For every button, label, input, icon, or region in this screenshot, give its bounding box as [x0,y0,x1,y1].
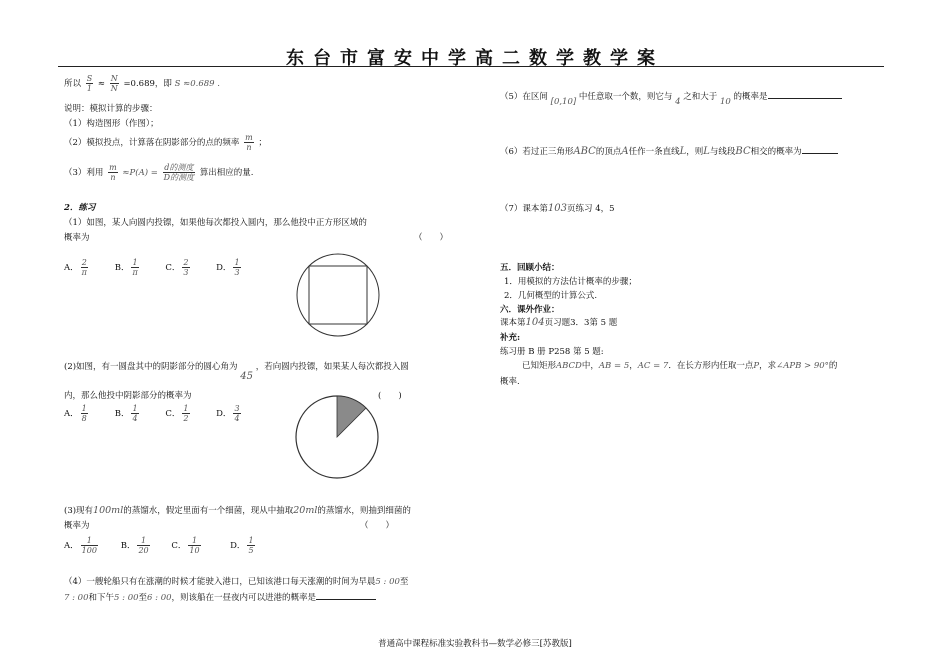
supplement-title: 补充: [500,333,521,343]
q1-option-d: D． $\frac{1}{3}$ [216,258,240,277]
q3-option-d: D． $\frac{1}{5}$ [230,536,254,555]
circle-square-figure [295,252,381,338]
step-1: （1）构造图形（作图）； [64,119,159,129]
homework-title: 六．课外作业： [500,305,560,315]
practice-title: 2．练习 [64,203,96,213]
step-2: （2）模拟投点，计算落在阴影部分的点的频率 $\frac{m}{n}$ ； [64,133,267,152]
q2-paren: ( ) [378,391,402,401]
footer-text: 普通高中课程标准实验教科书—数学必修三[苏教版] [378,639,572,649]
q3-option-a: A． $\frac{1}{100}$ [64,536,97,555]
q1-option-c: C． $\frac{2}{3}$ [165,258,189,277]
q1-line1: （1）如图，某人向圆内投镖，如果他每次都投入圆内，那么他投中正方形区域的 [64,218,367,228]
q4-line2: 7 : 00和下午5 : 00至6 : 00，则该船在一昼夜内可以进港的概率是 [64,591,376,603]
supplement-line1: 练习册 B 册 P258 第 5 题: [500,347,604,357]
summary-item-1: 1．用模拟的方法估计概率的步骤； [504,277,637,287]
shaded-sector [337,396,366,437]
summary-item-2: 2．几何概型的计算公式. [504,291,598,301]
q4-line1: （4）一艘轮船只有在涨潮的时候才能驶入港口，已知该港口每天涨潮的时间为早晨5 : 00至 [64,577,409,587]
page-title: 东台市富安中学高二数学教学案 [286,48,664,69]
q2-option-c: C． $\frac{1}{2}$ [165,404,189,423]
q6-line: （6）若过正三角形ABC的顶点A任作一条直线L，则L与线段BC相交的概率为 [500,145,838,157]
q2-option-d: D． $\frac{3}{4}$ [216,404,240,423]
summary-title: 五．回顾小结： [500,263,560,273]
result-fraction-n: $\frac{N}{N}$ [110,74,118,93]
q3-paren: （ ） [360,521,395,531]
q1-option-b: B． $\frac{1}{\pi}$ [114,258,138,277]
result-fraction-s: $\frac{S}{1}$ [86,74,93,93]
q1-line2: 概率为 [64,233,90,243]
q3-option-c: C． $\frac{1}{10}$ [171,536,200,555]
steps-title: 说明：模拟计算的步骤： [64,104,158,114]
q3-option-b: B． $\frac{1}{20}$ [120,536,149,555]
q7-line: （7）课本第103页练习 4，5 [500,203,615,214]
q1-options [64,258,264,277]
result-approx: ≈ [97,79,106,89]
homework-line: 课本第104页习题3．3第 5 题 [500,317,618,328]
sector-disc-figure [294,394,380,480]
q2-line1: (2)如图，有一圆盘其中的阴影部分的圆心角为 45 ，若向圆内投镖，如果某人每次都投入圆 [64,362,409,382]
step-3: （3）利用 $\frac{m}{n}$ ≈P(A) = $\frac{\text{d的测度}}{\text{D的测度}}$ 算出相应的量. [64,163,254,182]
q2-option-a: A． $\frac{1}{8}$ [64,404,87,423]
q6-answer-blank [802,153,838,154]
result-s: S ≈0.689 . [174,79,220,89]
result-value: =0.689，即 [123,79,172,89]
q2-option-b: B． $\frac{1}{4}$ [114,404,138,423]
header-rule [58,66,884,67]
q1-option-a: A． $\frac{2}{\pi}$ [64,258,87,277]
q3-line2: 概率为 [64,521,90,531]
supplement-line3: 概率. [500,377,520,387]
result-line [64,74,220,93]
q2-line2: 内，那么他投中阴影部分的概率为 [64,391,192,401]
result-prefix: 所以 [64,79,82,89]
q2-options [64,404,264,423]
q5-answer-blank [768,98,842,99]
q4-answer-blank [316,599,376,600]
q1-paren: （ ） [414,233,449,243]
q3-line1: (3)现有100ml的蒸馏水，假定里面有一个细菌，现从中抽取20ml的蒸馏水，则抽到细菌的 [64,505,411,516]
supplement-line2: 已知矩形ABCD中，AB = 5，AC = 7．在长方形内任取一点P，求∠APB > 90°的 [522,361,838,371]
q3-options [64,536,278,555]
q5-line: （5）在区间 [0,10] 中任意取一个数，则它与 4 之和大于 10 的概率是 [500,90,842,102]
